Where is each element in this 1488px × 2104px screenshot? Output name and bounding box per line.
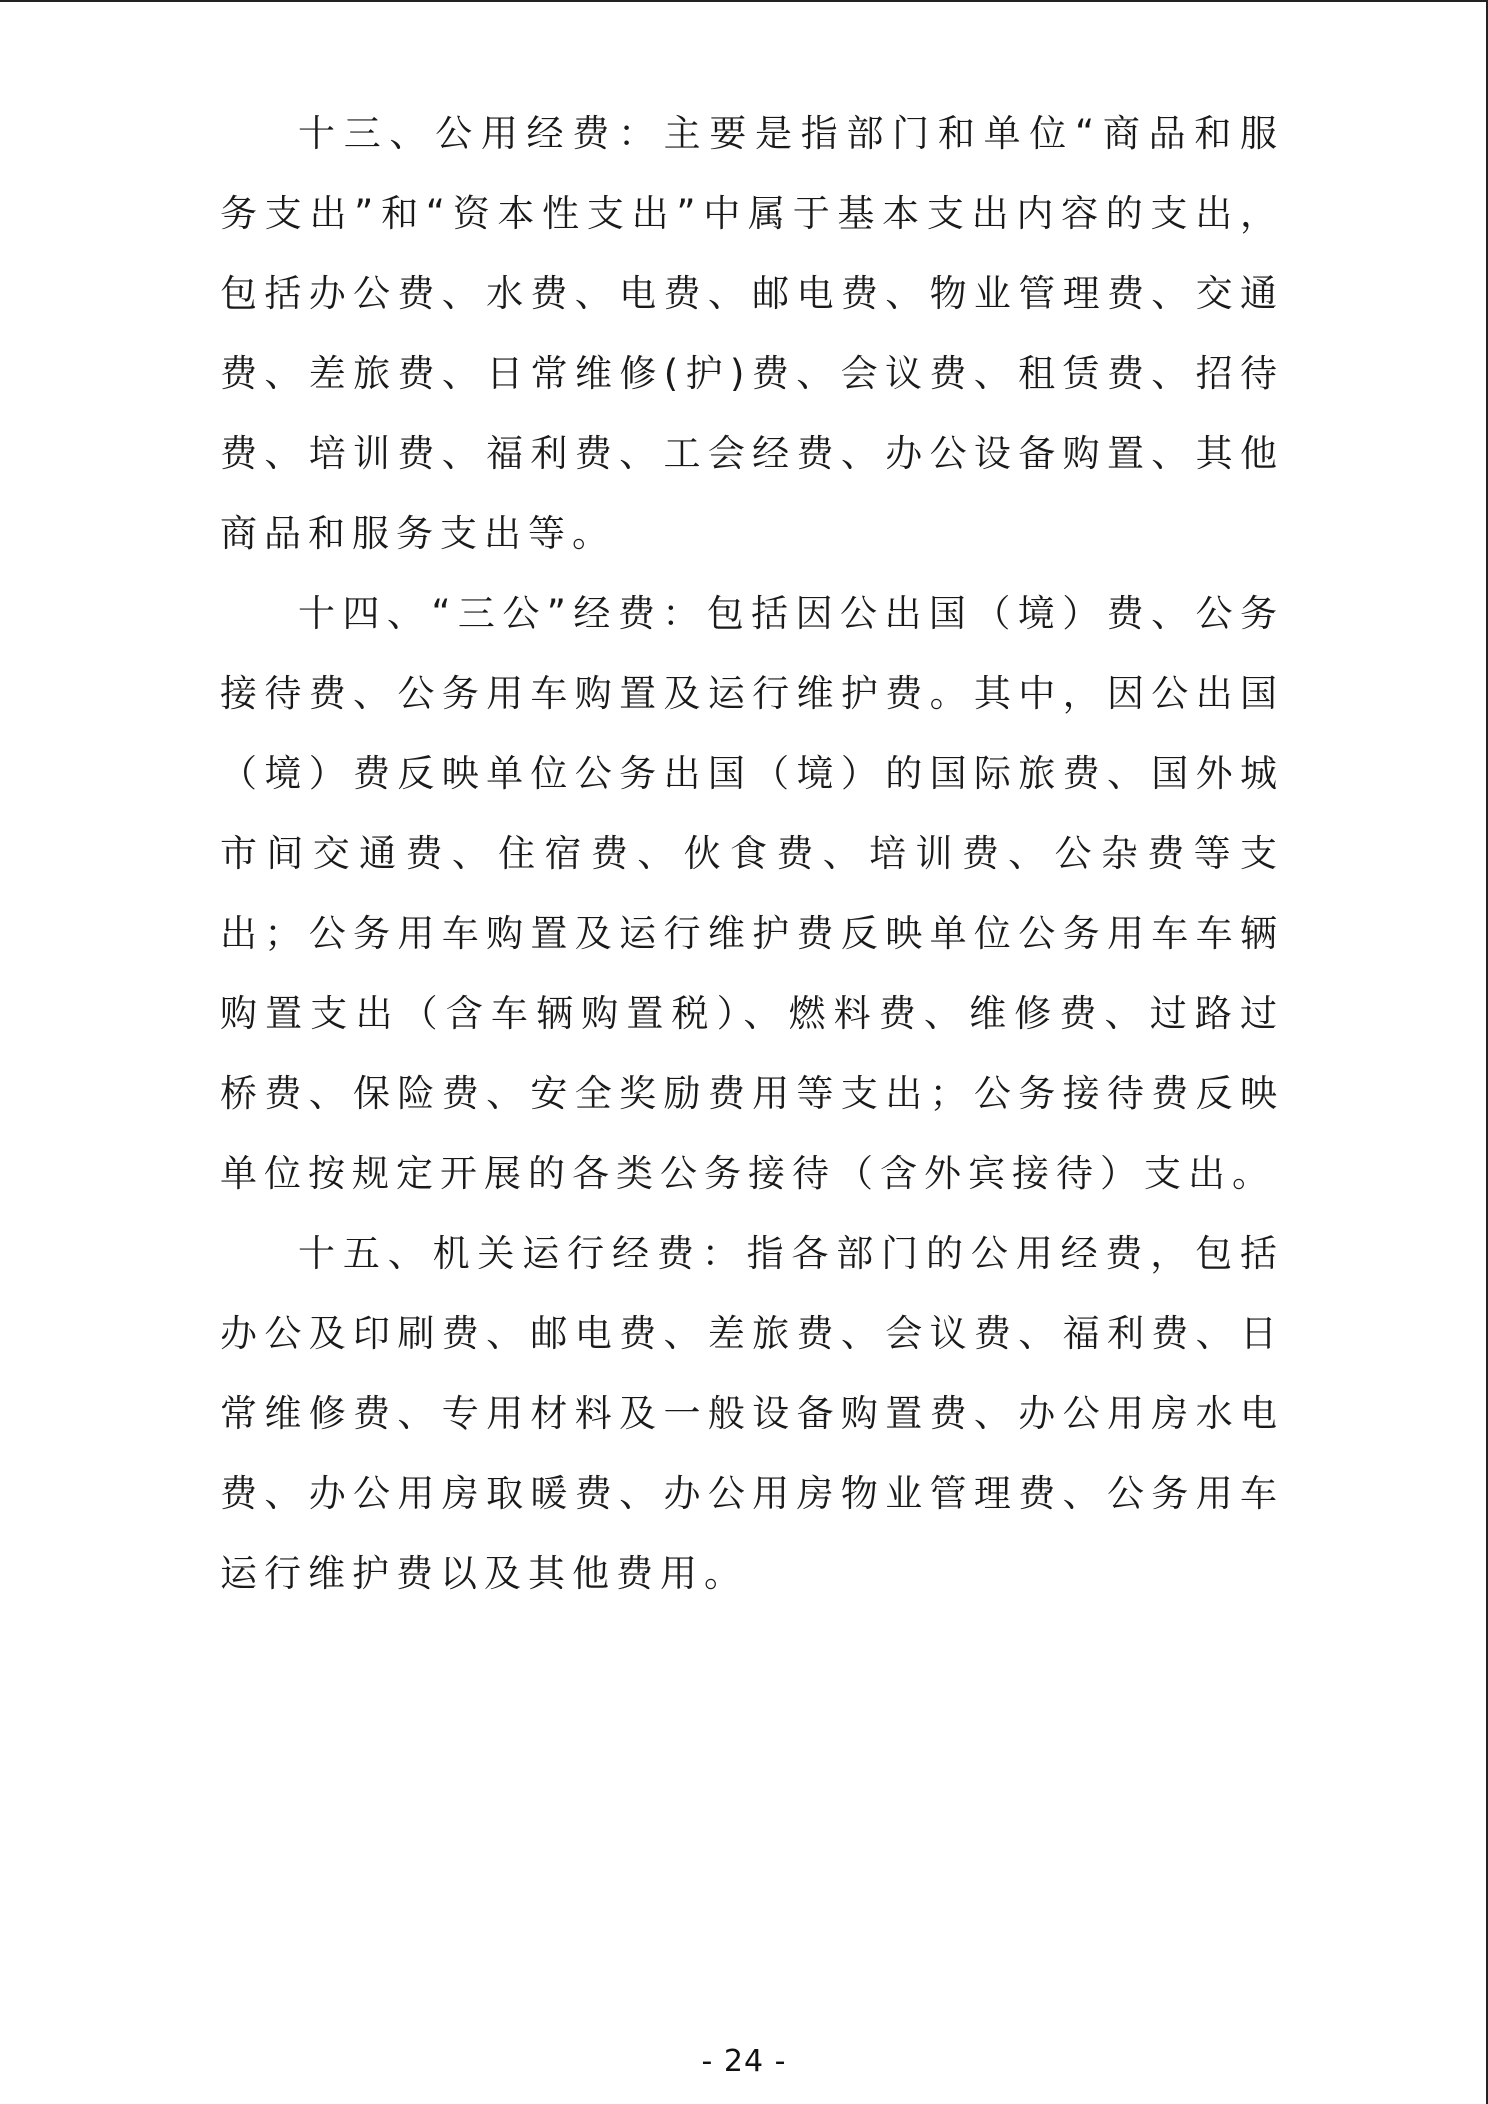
page-number: - 24 - bbox=[701, 2044, 787, 2079]
paragraph-agency-operating-expenses: 十五、机关运行经费：指各部门的公用经费，包括办公及印刷费、邮电费、差旅费、会议费、福利费、日常维修费、专用材料及一般设备购置费、办公用房水电费、办公用房取暖费、办公用房物业管理费、公务用车运行维护费以及其他费用。 bbox=[220, 1232, 1284, 1595]
paragraph-three-public-expenses: 十四、“三公”经费：包括因公出国（境）费、公务接待费、公务用车购置及运行维护费。其中，因公出国（境）费反映单位公务出国（境）的国际旅费、国外城市间交通费、住宿费、伙食费、培训费、公杂费等支出；公务用车购置及运行维护费反映单位公务用车车辆购置支出（含车辆购置税）、燃料费、维修费、过路过桥费、保险费、安全奖励费用等支出；公务接待费反映单位按规定开展的各类公务接待（含外宾接待）支出。 bbox=[220, 592, 1284, 1195]
paragraph-public-expenses: 十三、公用经费：主要是指部门和单位“商品和服务支出”和“资本性支出”中属于基本支出内容的支出，包括办公费、水费、电费、邮电费、物业管理费、交通费、差旅费、日常维修(护)费、会议费、租赁费、招待费、培训费、福利费、工会经费、办公设备购置、其他商品和服务支出等。 bbox=[220, 112, 1284, 555]
document-body bbox=[220, 94, 1284, 1614]
